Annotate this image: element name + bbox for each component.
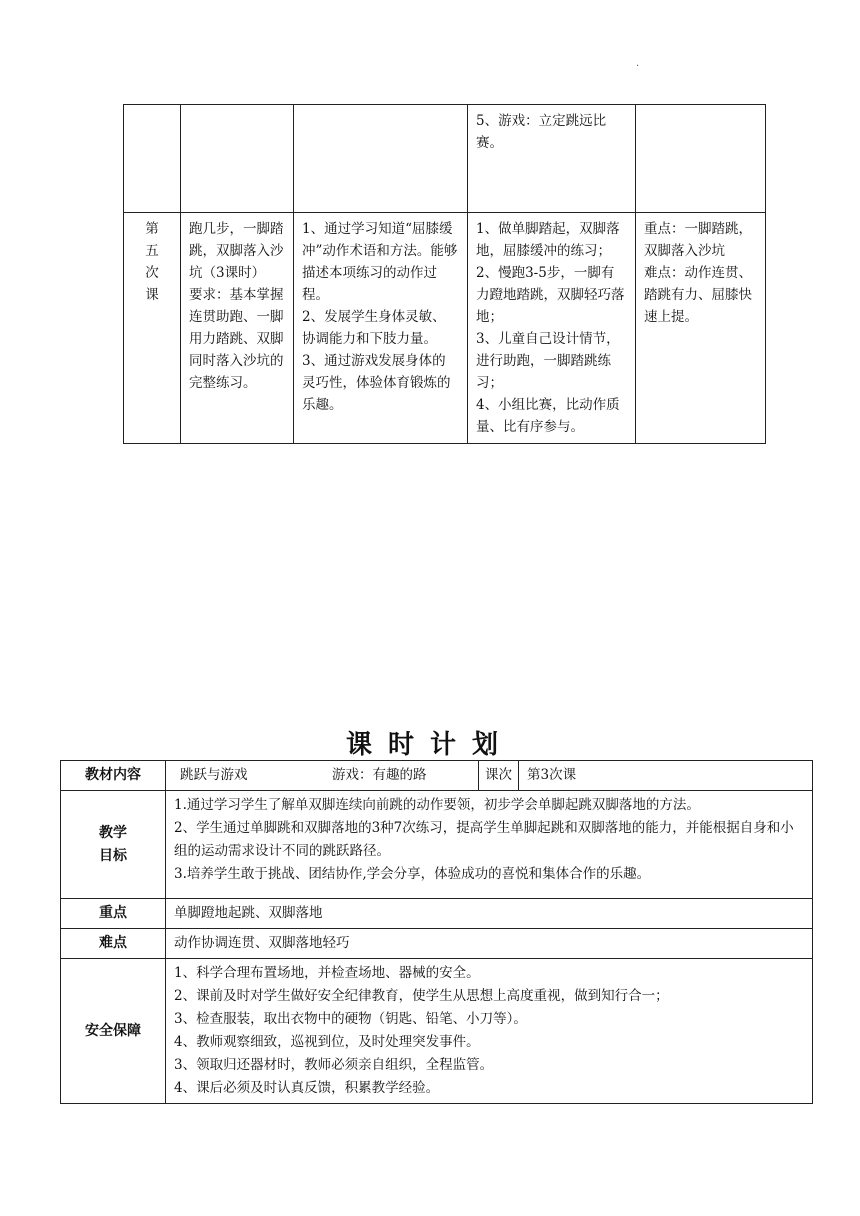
practice-item: 4、小组比赛，比动作质量、比有序参与。 xyxy=(476,397,620,435)
table-row xyxy=(61,959,813,1104)
goal-item: 2、发展学生身体灵敏、协调能力和下肢力量。 xyxy=(302,309,446,347)
material-label: 教材内容 xyxy=(61,761,166,791)
focus-cell xyxy=(636,213,766,444)
lesson-value: 第3次课 xyxy=(519,761,813,791)
content-requirement: 要求：基本掌握连贯助跑、一脚用力踏跳、双脚同时落入沙坑的完整练习。 xyxy=(189,287,284,391)
safety-item: 3、检查服装，取出衣物中的硬物（钥匙、铅笔、小刀等）。 xyxy=(174,1011,527,1027)
goal-item: 1.通过学习学生了解单双脚连续向前跳的动作要领，初步学会单脚起跳双脚落地的方法。 xyxy=(174,797,700,813)
material-value: 跳跃与游戏 xyxy=(180,767,248,783)
table-row xyxy=(124,105,766,213)
goal-item: 2、学生通过单脚跳和双脚落地的3种7次练习，提高学生单脚起跳和双脚落地的能力，并能根据自身和小组的运动需求设计不同的跳跃路径。 xyxy=(174,820,794,859)
material-game: 游戏：有趣的路 xyxy=(332,767,427,783)
focus-key: 重点：一脚踏跳，双脚落入沙坑 xyxy=(644,221,752,259)
lesson-no-char: 第 xyxy=(145,221,159,237)
table-row xyxy=(61,929,813,959)
goal-item: 3.培养学生敢于挑战、团结协作,学会分享，体验成功的喜悦和集体合作的乐趣。 xyxy=(174,866,651,882)
difficulty-value: 动作协调连贯、双脚落地轻巧 xyxy=(166,929,813,959)
lesson-label: 课次 xyxy=(479,761,519,791)
safety-label: 安全保障 xyxy=(61,959,166,1104)
safety-item: 3、领取归还器材时，教师必须亲自组织，全程监管。 xyxy=(174,1057,494,1073)
table-row xyxy=(61,899,813,929)
lesson-no-char: 次 xyxy=(145,265,159,281)
safety-item: 4、教师观察细致，巡视到位，及时处理突发事件。 xyxy=(174,1034,480,1050)
goals-cell xyxy=(166,791,813,899)
goals-label: 教学 目标 xyxy=(61,791,166,899)
table-row xyxy=(61,791,813,899)
table-row xyxy=(61,761,813,791)
material-cell xyxy=(166,761,479,791)
lesson-plan-table xyxy=(60,760,813,1104)
practice-cell xyxy=(468,213,636,444)
content-text: 跑几步，一脚踏跳，双脚落入沙坑（3课时） xyxy=(189,221,284,281)
practice-item: 2、慢跑3-5步，一脚有力蹬地踏跳，双脚轻巧落地； xyxy=(476,265,625,325)
focus-cell xyxy=(636,105,766,213)
page-mark: . xyxy=(636,58,640,69)
safety-item: 4、课后必须及时认真反馈，积累教学经验。 xyxy=(174,1080,440,1096)
content-cell xyxy=(181,213,294,444)
practice-cell: 5、游戏：立定跳远比赛。 xyxy=(468,105,636,213)
lesson-no-cell xyxy=(124,213,181,444)
practice-item: 3、儿童自己设计情节，进行助跑，一脚踏跳练习； xyxy=(476,331,620,391)
goal-item: 3、通过游戏发展身体的灵巧性，体验体育锻炼的乐趣。 xyxy=(302,353,451,413)
goals-cell xyxy=(294,213,468,444)
safety-item: 1、科学合理布置场地，并检查场地、器械的安全。 xyxy=(174,965,480,981)
safety-cell xyxy=(166,959,813,1104)
focus-difficulty: 难点：动作连贯、踏跳有力、屈膝快速上提。 xyxy=(644,265,752,325)
lesson-schedule-table xyxy=(123,104,766,444)
practice-item: 1、做单脚踏起，双脚落地，屈膝缓冲的练习； xyxy=(476,221,620,259)
safety-item: 2、课前及时对学生做好安全纪律教育，使学生从思想上高度重视，做到知行合一； xyxy=(174,988,669,1004)
lesson-no-cell xyxy=(124,105,181,213)
lesson-no-char: 五 xyxy=(145,243,159,259)
content-cell xyxy=(181,105,294,213)
difficulty-label: 难点 xyxy=(61,929,166,959)
key-value: 单脚蹬地起跳、双脚落地 xyxy=(166,899,813,929)
table-row xyxy=(124,213,766,444)
goals-cell xyxy=(294,105,468,213)
key-label: 重点 xyxy=(61,899,166,929)
lesson-no-char: 课 xyxy=(145,287,159,303)
page-title: 课时计划 xyxy=(345,730,514,760)
goal-item: 1、通过学习知道“屈膝缓冲”动作术语和方法。能够描述本项练习的动作过程。 xyxy=(302,221,458,303)
